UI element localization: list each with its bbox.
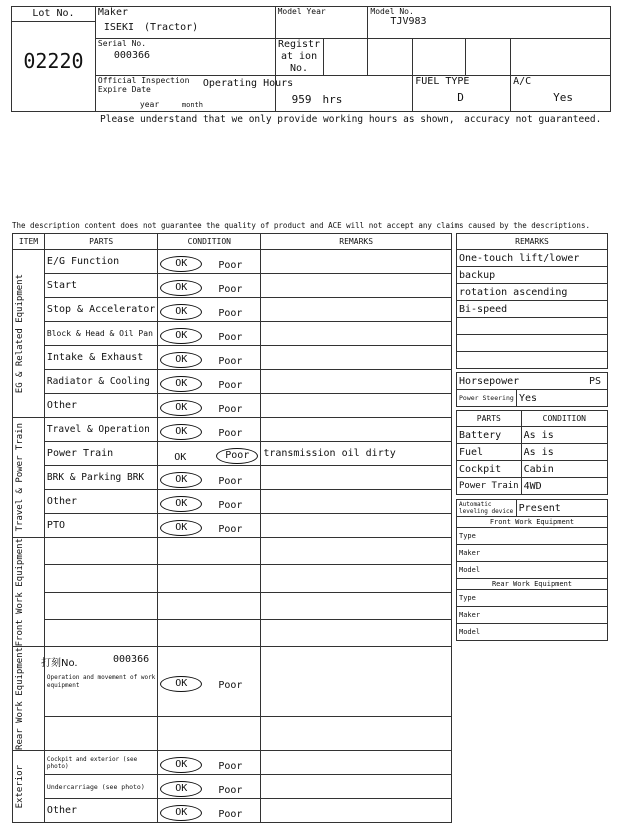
maker-label: Maker bbox=[97, 7, 128, 18]
remark-cell bbox=[261, 751, 452, 775]
fuel-value: D bbox=[457, 91, 464, 104]
ok-label: OK bbox=[174, 452, 187, 463]
cond-stop-accel bbox=[158, 298, 261, 322]
poor-label: Poor bbox=[218, 680, 243, 692]
poor-label: Poor bbox=[218, 404, 243, 415]
rear-maker-label: Maker bbox=[457, 607, 608, 624]
remark-line: One-touch lift/lower bbox=[457, 250, 608, 267]
remark-line-empty bbox=[457, 335, 608, 352]
poor-label: Poor bbox=[218, 524, 243, 535]
group-rear-label: Rear Work Equipment bbox=[15, 647, 25, 751]
poor-label: Poor bbox=[218, 785, 243, 797]
empty-cell bbox=[44, 565, 157, 592]
empty-cell bbox=[261, 565, 452, 592]
remark-cell bbox=[261, 514, 452, 538]
hours-label: Operating Hours bbox=[202, 78, 294, 89]
empty-cell bbox=[44, 538, 157, 565]
ok-circled: OK bbox=[160, 280, 202, 296]
ac-value: Yes bbox=[553, 91, 573, 104]
horsepower-label: Horsepower bbox=[459, 375, 520, 387]
group-travel bbox=[13, 418, 45, 538]
remark-power-train: transmission oil dirty bbox=[261, 442, 452, 466]
reg-box-5 bbox=[511, 39, 611, 76]
part-name: Power Train bbox=[457, 478, 522, 495]
power-steering-value: Yes bbox=[516, 390, 607, 407]
remark-cell bbox=[261, 250, 452, 274]
front-equip-label: Front Work Equipment bbox=[457, 517, 608, 528]
ok-circled: OK bbox=[160, 805, 202, 821]
fuel-cell bbox=[413, 76, 511, 112]
remark-line: rotation ascending bbox=[457, 284, 608, 301]
part-cond: As is bbox=[521, 444, 607, 461]
remark-cell bbox=[261, 394, 452, 418]
row-undercarriage: Undercarriage (see photo) bbox=[44, 775, 157, 799]
remark-line: Bi-speed bbox=[457, 301, 608, 318]
model-no-cell bbox=[368, 7, 611, 39]
lot-number: 02220 bbox=[23, 49, 84, 73]
empty-cell bbox=[44, 620, 157, 647]
part-cond: As is bbox=[521, 427, 607, 444]
empty-cell bbox=[261, 538, 452, 565]
rear-equip-table bbox=[456, 578, 608, 641]
header-table bbox=[11, 6, 611, 112]
row-pto: PTO bbox=[44, 514, 157, 538]
poor-label: Poor bbox=[218, 284, 243, 295]
row-power-train: Power Train bbox=[44, 442, 157, 466]
cond-radiator bbox=[158, 370, 261, 394]
remark-cell bbox=[261, 418, 452, 442]
remark-cell bbox=[261, 298, 452, 322]
empty-cell bbox=[261, 620, 452, 647]
condition-label: CONDITION bbox=[521, 411, 607, 427]
group-eg-label: EG & Related Equipment bbox=[15, 273, 25, 394]
power-steering-label: Power Steering bbox=[457, 390, 517, 407]
hours-note: Please understand that we only provide working hours as shown, accuracy not guaranteed. bbox=[100, 114, 602, 125]
ok-circled: OK bbox=[160, 400, 202, 416]
maker-cell bbox=[95, 7, 275, 39]
hours-cell bbox=[275, 76, 413, 112]
poor-label: Poor bbox=[218, 260, 243, 271]
row-block-head: Block & Head & Oil Pan bbox=[44, 322, 157, 346]
inspection-table bbox=[12, 233, 452, 823]
poor-label: Poor bbox=[218, 500, 243, 511]
cond-intake bbox=[158, 346, 261, 370]
remark-line-empty bbox=[457, 352, 608, 369]
front-equip-table bbox=[456, 499, 608, 579]
reg-box-3 bbox=[413, 39, 466, 76]
cond-eg-function bbox=[158, 250, 261, 274]
empty-cell bbox=[158, 538, 261, 565]
cond-cockpit-ext bbox=[158, 751, 261, 775]
reg-box-2 bbox=[368, 39, 413, 76]
cond-rear-op bbox=[158, 647, 261, 716]
rear-equip-label: Rear Work Equipment bbox=[457, 579, 608, 590]
group-eg bbox=[13, 250, 45, 418]
part-cond: Cabin bbox=[521, 461, 607, 478]
maker-value: ISEKI (Tractor) bbox=[103, 22, 199, 33]
empty-cell bbox=[44, 716, 157, 751]
disclaimer: The description content does not guarantee the quality of product and ACE will not accept any claims caused by the descriptions. bbox=[12, 221, 590, 230]
part-name: Battery bbox=[457, 427, 522, 444]
stamp-label: 打刻No. bbox=[41, 658, 78, 669]
remark-cell bbox=[261, 322, 452, 346]
group-exterior bbox=[13, 751, 45, 823]
spec-table bbox=[456, 372, 608, 407]
poor-label: Poor bbox=[218, 308, 243, 319]
auto-level-value: Present bbox=[516, 500, 607, 517]
row-intake: Intake & Exhaust bbox=[44, 346, 157, 370]
ok-circled: OK bbox=[160, 352, 202, 368]
part-name: Fuel bbox=[457, 444, 522, 461]
rear-model-label: Model bbox=[457, 624, 608, 641]
ok-circled: OK bbox=[160, 676, 202, 692]
remark-cell bbox=[261, 370, 452, 394]
cond-undercarriage bbox=[158, 775, 261, 799]
row-eg-other: Other bbox=[44, 394, 157, 418]
parts-label: PARTS bbox=[457, 411, 522, 427]
poor-label: Poor bbox=[218, 476, 243, 487]
cond-tr-other bbox=[158, 490, 261, 514]
rear-type-label: Type bbox=[457, 590, 608, 607]
serial-value: 000366 bbox=[113, 50, 151, 61]
row-brk: BRK & Parking BRK bbox=[44, 466, 157, 490]
inspection-cell bbox=[95, 76, 294, 112]
right-remarks-table bbox=[456, 233, 608, 369]
row-radiator: Radiator & Cooling bbox=[44, 370, 157, 394]
ac-label: A/C bbox=[513, 76, 532, 87]
col-remarks: REMARKS bbox=[261, 234, 452, 250]
front-maker-label: Maker bbox=[457, 545, 608, 562]
front-type-label: Type bbox=[457, 528, 608, 545]
remark-line: backup bbox=[457, 267, 608, 284]
ok-circled: OK bbox=[160, 376, 202, 392]
horsepower-unit: PS bbox=[588, 375, 601, 387]
part-cond: 4WD bbox=[521, 478, 607, 495]
row-rear-op: Operation and movement of work equipment bbox=[44, 647, 157, 716]
remark-cell bbox=[261, 466, 452, 490]
group-rear bbox=[13, 647, 45, 751]
part-name: Cockpit bbox=[457, 461, 522, 478]
fuel-label: FUEL TYPE bbox=[415, 76, 470, 87]
empty-cell bbox=[158, 620, 261, 647]
empty-cell bbox=[44, 592, 157, 619]
empty-cell bbox=[158, 565, 261, 592]
poor-label: Poor bbox=[218, 356, 243, 367]
cond-start bbox=[158, 274, 261, 298]
cond-pto bbox=[158, 514, 261, 538]
row-travel-op: Travel & Operation bbox=[44, 418, 157, 442]
col-condition: CONDITION bbox=[158, 234, 261, 250]
model-year-cell bbox=[275, 7, 368, 39]
model-no-label: Model No. bbox=[370, 7, 414, 16]
col-parts: PARTS bbox=[44, 234, 157, 250]
ok-circled: OK bbox=[160, 328, 202, 344]
remark-cell bbox=[261, 799, 452, 823]
col-item: ITEM bbox=[13, 234, 45, 250]
ok-circled: OK bbox=[160, 781, 202, 797]
row-ex-other: Other bbox=[44, 799, 157, 823]
cond-eg-other bbox=[158, 394, 261, 418]
model-year-label: Model Year bbox=[277, 7, 326, 16]
ok-circled: OK bbox=[160, 256, 202, 272]
poor-label: Poor bbox=[218, 380, 243, 391]
remark-cell bbox=[261, 346, 452, 370]
ok-circled: OK bbox=[160, 757, 202, 773]
group-exterior-label: Exterior bbox=[15, 765, 25, 809]
remark-cell bbox=[261, 647, 452, 716]
cond-brk bbox=[158, 466, 261, 490]
auto-level-label: Automatic leveling device bbox=[457, 500, 517, 517]
ok-circled: OK bbox=[160, 472, 202, 488]
serial-label: Serial No. bbox=[97, 39, 147, 48]
poor-label: Poor bbox=[218, 332, 243, 343]
remark-cell bbox=[261, 274, 452, 298]
lot-cell bbox=[12, 7, 96, 112]
row-eg-function: E/G Function bbox=[44, 250, 157, 274]
cond-travel-op bbox=[158, 418, 261, 442]
year-label: year bbox=[139, 100, 160, 109]
inspection-label: Official Inspection Expire Date bbox=[97, 76, 190, 94]
group-travel-label: Travel & Power Train bbox=[15, 423, 25, 532]
reg-box-4 bbox=[466, 39, 511, 76]
poor-label: Poor bbox=[218, 761, 243, 773]
row-cockpit-ext: Cockpit and exterior (see photo) bbox=[44, 751, 157, 775]
lot-label: Lot No. bbox=[12, 7, 95, 22]
remark-line-empty bbox=[457, 318, 608, 335]
cond-power-train bbox=[158, 442, 261, 466]
group-front bbox=[13, 538, 45, 647]
stamp-value: 000366 bbox=[113, 654, 150, 665]
cond-block-head bbox=[158, 322, 261, 346]
ok-circled: OK bbox=[160, 520, 202, 536]
empty-cell bbox=[158, 592, 261, 619]
ok-circled: OK bbox=[160, 304, 202, 320]
cond-ex-other bbox=[158, 799, 261, 823]
ok-circled: OK bbox=[160, 496, 202, 512]
row-start: Start bbox=[44, 274, 157, 298]
poor-label: Poor bbox=[218, 809, 243, 821]
model-no-value: TJV983 bbox=[390, 16, 427, 27]
front-model-label: Model bbox=[457, 562, 608, 579]
reg-box-1 bbox=[323, 39, 368, 76]
empty-cell bbox=[261, 592, 452, 619]
row-tr-other: Other bbox=[44, 490, 157, 514]
month-label: month bbox=[181, 101, 203, 109]
empty-cell bbox=[158, 716, 261, 751]
remark-cell bbox=[261, 775, 452, 799]
registration-label: Registrat ion No. bbox=[275, 39, 323, 76]
poor-circled: Poor bbox=[216, 448, 258, 464]
poor-label: Poor bbox=[218, 428, 243, 439]
group-front-label: Front Work Equipment bbox=[15, 538, 25, 647]
remark-cell bbox=[261, 490, 452, 514]
row-stop-accel: Stop & Accelerator bbox=[44, 298, 157, 322]
right-remarks-header: REMARKS bbox=[457, 234, 608, 250]
parts-table bbox=[456, 410, 608, 495]
empty-cell bbox=[261, 716, 452, 751]
ac-cell bbox=[511, 76, 611, 112]
horsepower-cell bbox=[457, 373, 608, 390]
ok-circled: OK bbox=[160, 424, 202, 440]
serial-cell bbox=[95, 39, 275, 76]
hours-value: 959 hrs bbox=[291, 93, 343, 106]
